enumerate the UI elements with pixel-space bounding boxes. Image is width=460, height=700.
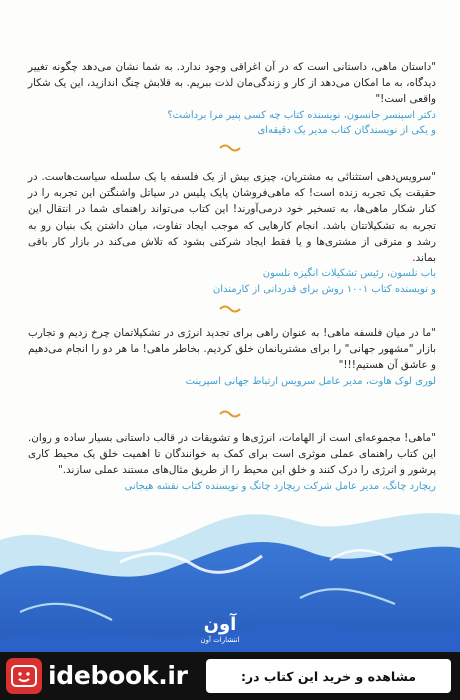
quote-4-attribution: ریچارد چانگ، مدیر عامل شرکت ریچارد چانگ و نویسنده کتاب نقشه هیجانی: [124, 480, 436, 492]
publisher-logo-subtitle: انتشارات آون: [200, 635, 240, 644]
quote-1-attribution-line-2: و یکی از نویسندگان کتاب مدیر یک دقیقه‌ای: [257, 125, 436, 137]
idebook-banner[interactable]: [0, 652, 460, 700]
quote-2-text: "سرویس‌دهی استثنائی به مشتریان، چیزی بیش از یک فلسفه یا یک سلسله سیاست‌هاست. در حقیقت یک تجربه زنده است! که ماهی‌فروشان پایک پلیس در سیاتل واشنگتن این تجربه را در کنار شکار ماهی‌ها، به تسخیر خود درمی‌آورند! این کتاب می‌تواند راهنمای شما در انتقال این تجربه به تشکیلاتتان باشد. انجام کارهایی که موجب ایجاد تفاوت، میان داشتن یک بنیان رو به رشد و مترقی از مشتری‌ها و یا فقط ایجاد شرکتی بشود که تلاش می‌کند در بازار کار باقی بماند.: [28, 171, 436, 265]
publisher-logo-mark: آون: [203, 613, 237, 635]
quote-4-text: "ماهی! مجموعه‌ای است از الهامات، انرژی‌ها و تشویقات در قالب داستانی بسیار ساده و روان. این کتاب راهنمای عملی موثری است برای کمک به خوانندگان تا اهمیت خلق یک محیط کاری پرشور و انرژی را درک کنند و خلق این محیط را از طریق مثال‌های مستند عملی سازند.": [28, 432, 436, 477]
idebook-logo-icon: [6, 658, 42, 694]
smile-icon: [11, 665, 37, 687]
idebook-brand-text[interactable]: idebook.ir: [48, 661, 188, 690]
quote-2-attribution-line-2: و نویسنده کتاب ۱۰۰۱ روش برای قدردانی از کارمندان: [212, 283, 436, 295]
quote-1-text: "داستان ماهی، داستانی است که در آن اغراقی وجود ندارد. به شما نشان می‌دهد چگونه تغییر دیدگاه، به ما امکان می‌دهد از کار و زندگی‌مان لذت ببریم. به قلابش چنگ اندازید، این یک شکار واقعی است!": [28, 61, 436, 106]
quote-3-text: "ما در میان فلسفه ماهی! به عنوان راهی برای تجدید انرژی در تشکیلاتمان چرخ زدیم و تجارب بازار "مشهور جهانی" را برای مشتریانمان خلق کردیم. بخاطر ماهی! ما هر دو را انجام می‌دهیم و عاشق آن هستیم!!!": [28, 327, 436, 372]
quote-1-attribution-line-1: دکتر اسپنسر جانسون، نویسنده کتاب چه کسی پنیر مرا برداشت؟: [167, 109, 436, 121]
quote-2-attribution-line-1: باب نلسون، رئیس تشکیلات انگیزه نلسون: [262, 268, 436, 280]
publisher-logo: [192, 610, 248, 650]
quote-3-attribution: لوری لوک هاوت، مدیر عامل سرویس ارتباط جهانی اسپرینت: [185, 375, 436, 387]
buy-book-link[interactable]: مشاهده و خرید این کتاب در:: [206, 659, 451, 693]
